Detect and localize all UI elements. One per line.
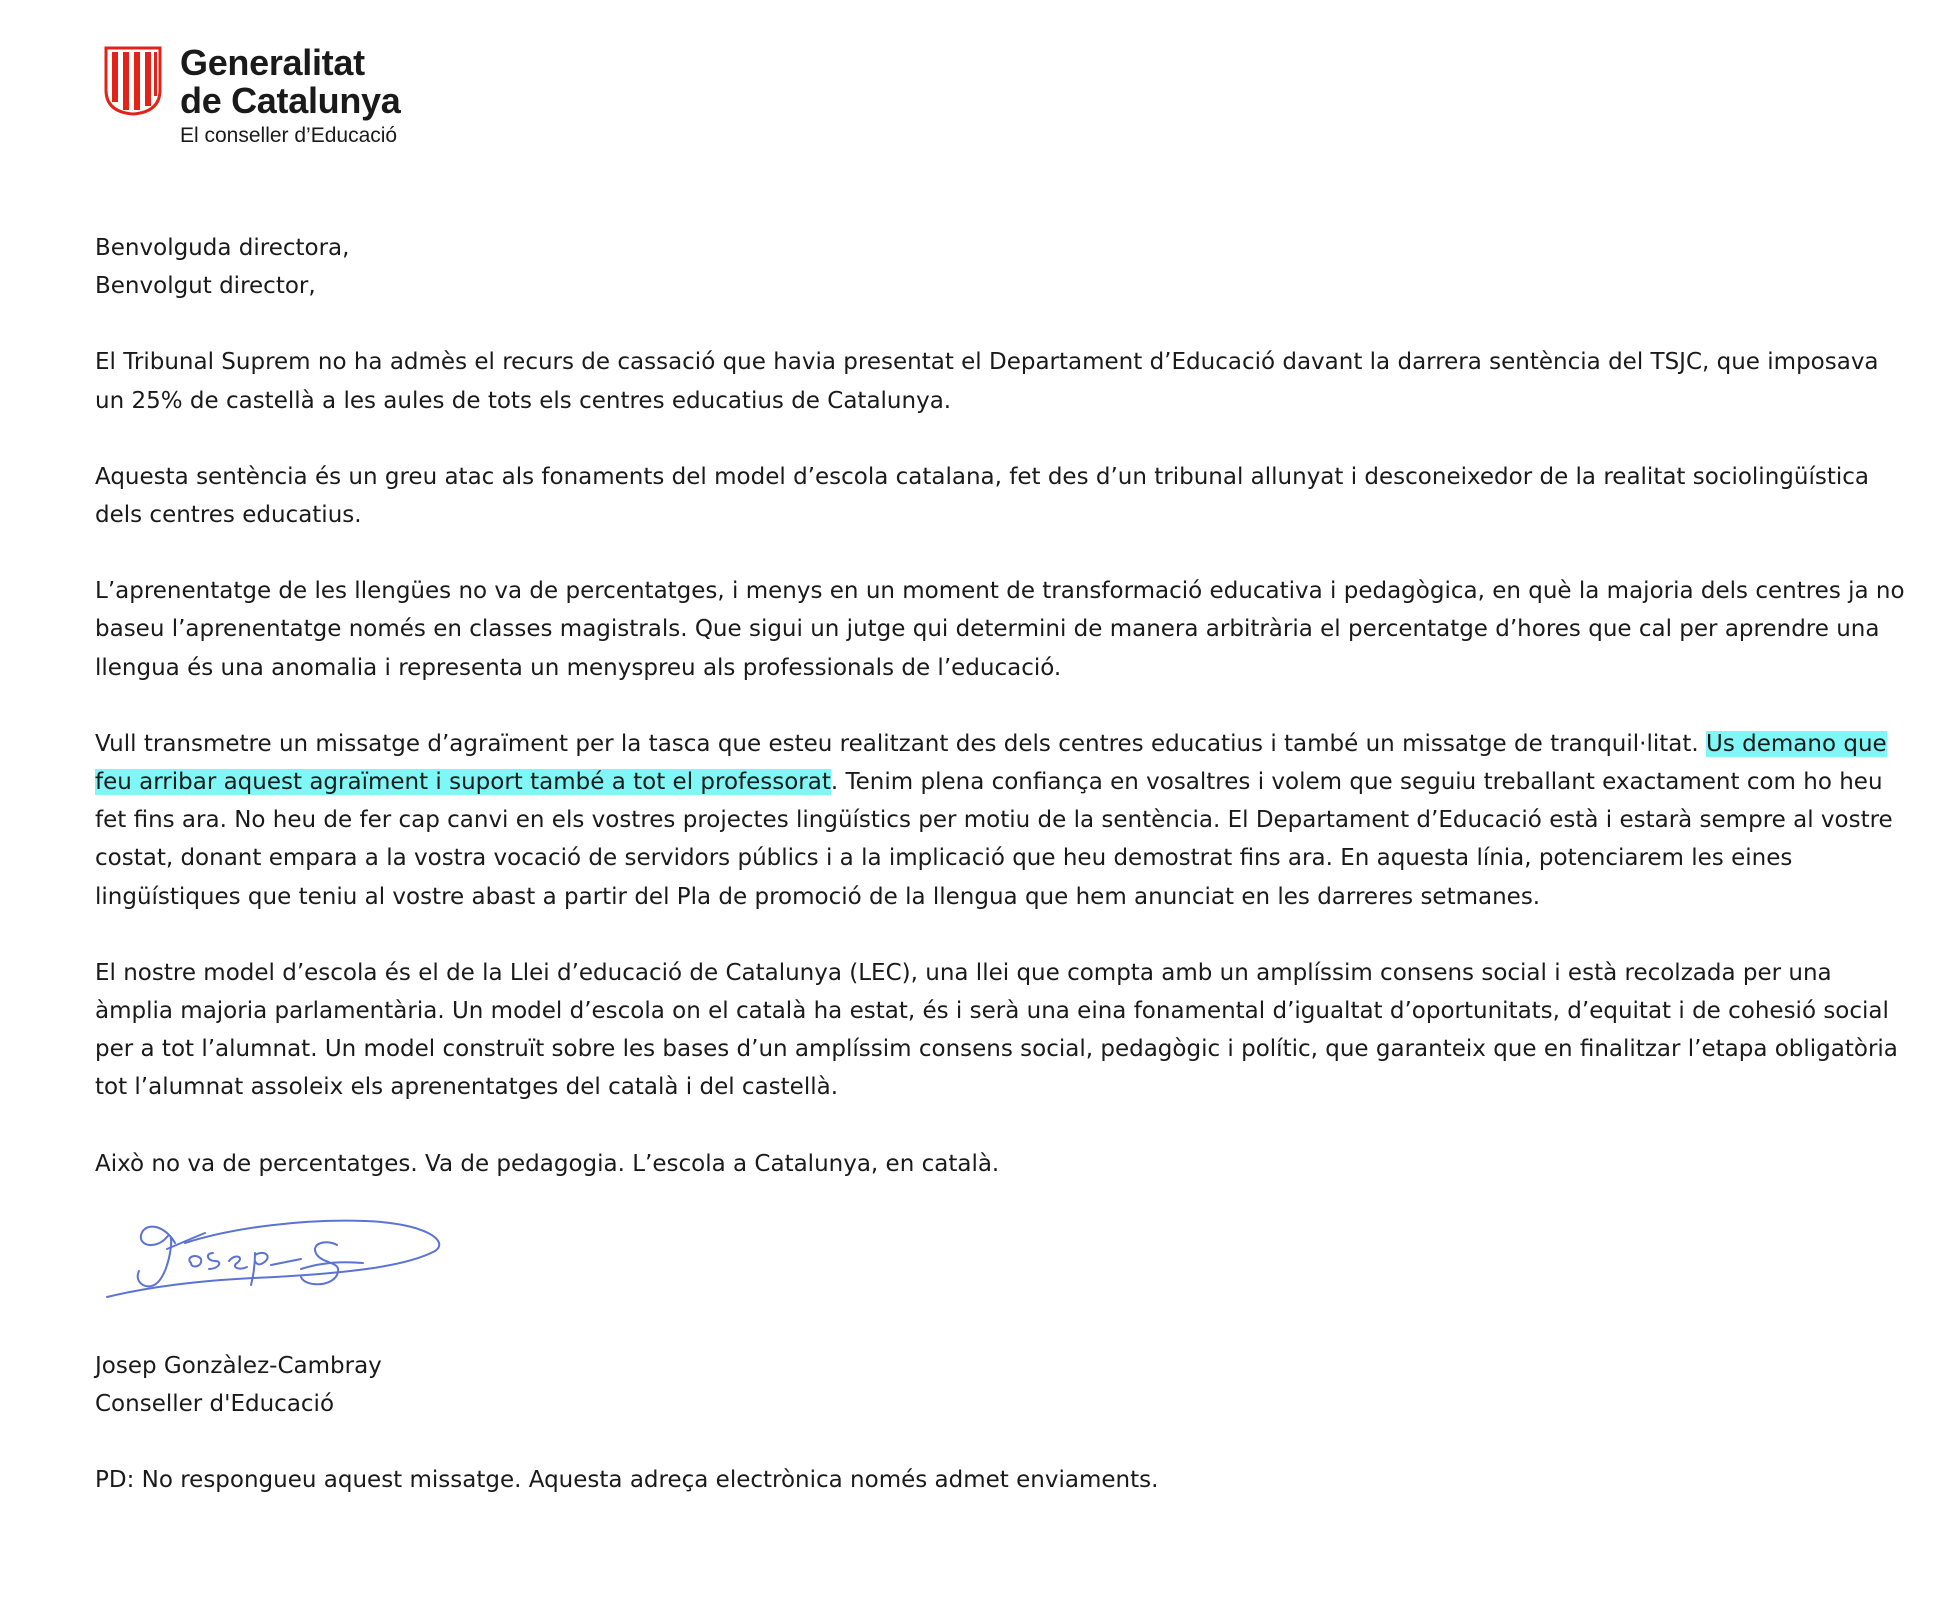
- handwritten-signature: [105, 1213, 445, 1313]
- paragraph-4: [95, 725, 1910, 916]
- generalitat-logo-icon: [104, 46, 162, 116]
- paragraph-3: L’aprenentatge de les llengües no va de percentatges, i menys en un moment de transformació educativa i pedagògica, en què la majoria dels centres ja no baseu l’aprenentatge només en classes magistrals. Que sigui un jutge qui determini de manera arbitrària el percentatge d’hores que cal per aprendre una llengua és una anomalia i representa un menyspreu als professionals de l’educació.: [95, 578, 1905, 681]
- paragraph-5: El nostre model d’escola és el de la Llei d’educació de Catalunya (LEC), una llei que compta amb un amplíssim consens social i està recolzada per una àmplia majoria parlamentària. Un model d’escola on el català ha estat, és i serà una eina fonamental d’igualtat d’oportunitats, d’equitat i de cohesió social per a tot l’alumnat. Un model construït sobre les bases d’un amplíssim consens social, pedagògic i polític, que garanteix que en finalitzar l’etapa obligatòria tot l’alumnat assoleix els aprenentatges del català i del castellà.: [95, 959, 1898, 1101]
- greeting-2: Benvolgut director,: [95, 273, 316, 300]
- org-name-line2: de Catalunya: [180, 80, 401, 121]
- postscript: PD: No respongueu aquest missatge. Aquesta adreça electrònica només admet enviaments.: [95, 1467, 1159, 1494]
- greeting-1: Benvolguda directora,: [95, 235, 350, 261]
- signer-name: Josep Gonzàlez-Cambray: [95, 1352, 382, 1379]
- signer-title: Conseller d'Educació: [95, 1391, 335, 1418]
- paragraph-2: Aquesta sentència és un greu atac als fonaments del model d’escola catalana, fet des d’un tribunal allunyat i desconeixedor de la realitat sociolingüística dels centres educatius.: [95, 463, 1869, 529]
- letter-body: [95, 229, 1910, 1499]
- paragraph-4-start: Vull transmetre un missatge d’agraïment per la tasca que esteu realitzant des dels centres educatius i també un missatge de tranquil·litat.: [95, 730, 1707, 757]
- paragraph-6: Això no va de percentatges. Va de pedagogia. L’escola a Catalunya, en català.: [95, 1150, 1000, 1177]
- paragraph-1: El Tribunal Suprem no ha admès el recurs de cassació que havia presentat el Departament d’Educació davant la darrera sentència del TSJC, que imposava un 25% de castellà a les aules de tots els centres educatius de Catalunya.: [95, 349, 1879, 414]
- highlighted-text: Us demano que feu arribar aquest agraïment i suport també a tot el professorat: [95, 730, 1887, 796]
- paragraph-4-end: . Tenim plena confiança en vosaltres i volem que seguiu treballant exactament com ho heu fet fins ara. No heu de fer cap canvi en els vostres projectes lingüístics per motiu de la sentència. El Departament d’Educació està i estarà sempre al vostre costat, donant empara a la vostra vocació de servidors públics i a la implicació que heu demostrat fins ara. En aquesta línia, potenciarem les eines lingüístiques que teniu al vostre abast a partir del Pla de promoció de la llengua que hem anunciat en les darreres setmanes.: [95, 769, 1893, 910]
- org-name-line1: Generalitat: [180, 42, 365, 83]
- department-name: El conseller d’Educació: [180, 124, 398, 147]
- signer-block: [95, 1347, 1910, 1423]
